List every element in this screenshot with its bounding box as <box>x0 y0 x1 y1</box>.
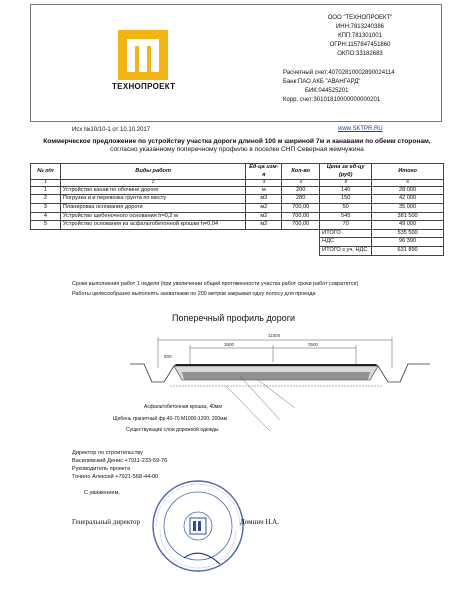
grand-total-row <box>31 246 444 255</box>
manager-contact: Точило Алексей +7921-568-44-00 <box>72 474 159 480</box>
row-qty: 700,00 <box>282 212 320 221</box>
subheader-cell: 2 <box>60 180 245 187</box>
manager-role: Руководитель проекта <box>72 466 131 472</box>
row-total: 42 000 <box>372 195 444 204</box>
table-subheader-row <box>31 180 444 187</box>
row-n: 4 <box>31 212 61 221</box>
row-total: 28 000 <box>372 186 444 195</box>
dim-right-label: 3500 <box>308 342 319 347</box>
doc-title <box>30 138 444 155</box>
vat-row <box>31 238 444 247</box>
row-n: 5 <box>31 221 61 230</box>
doc-title-line: Коммерческое предложение по устройству участка дороги длиной 100 м шириной 7м и канавами по обеим сторонам, <box>43 138 431 145</box>
row-unit: м3 <box>246 195 282 204</box>
row-unit: м <box>246 186 282 195</box>
row-n: 2 <box>31 195 61 204</box>
row-total: 381 500 <box>372 212 444 221</box>
row-qty: 700,00 <box>282 221 320 230</box>
legend-existing-layers: Существующие слои дорожной одежды <box>126 427 219 433</box>
doc-subtitle: согласно указанному поперечному профилю в поселке СНП Северная жемчужина <box>110 146 364 154</box>
row-price: 70 <box>320 221 372 230</box>
row-unit: м2 <box>246 212 282 221</box>
grand-total-label: ИТОГО с уч. НДС <box>320 246 372 255</box>
profile-title: Поперечный профиль дороги <box>172 313 296 323</box>
row-total: 49 000 <box>372 221 444 230</box>
doc-number: Исх №10/10-1 от 10.10.2017 <box>72 127 151 133</box>
table-row <box>31 186 444 195</box>
row-total: 35 000 <box>372 203 444 212</box>
row-work: Планировка основания дороги <box>60 203 245 212</box>
note-method: Работы целесообразно выполнять захватками по 200 метров закрывая одну полосу для проезда <box>72 291 316 297</box>
dim-small-label: 500 <box>164 354 172 359</box>
row-price: 50 <box>320 203 372 212</box>
col-header-unit: Ед-ца изм-я <box>246 164 282 180</box>
col-header-total: Итого <box>372 164 444 180</box>
row-n: 3 <box>31 203 61 212</box>
company-name: ООО "ТЕХНОПРОЕКТ" <box>327 15 393 21</box>
col-header-n: № п/п <box>31 164 61 180</box>
bank-corr: Корр. счет:30101810000000000201 <box>283 97 381 103</box>
subheader-cell: 3 <box>246 180 282 187</box>
row-price: 140 <box>320 186 372 195</box>
col-header-work: Виды работ <box>60 164 245 180</box>
table-header-row <box>31 164 444 180</box>
total-row <box>31 229 444 238</box>
regards-text: С уважением, <box>84 490 120 496</box>
vat-label: НДС <box>320 238 372 247</box>
estimate-table <box>30 163 444 256</box>
grand-total-value: 631 890 <box>372 246 444 255</box>
dim-total-label: 11000 <box>268 333 281 338</box>
total-value: 535 500 <box>372 229 444 238</box>
subheader-cell: 4 <box>282 180 320 187</box>
subheader-cell: 6 <box>372 180 444 187</box>
total-label: ИТОГО <box>320 229 372 238</box>
director-role: Директор по строительству <box>72 450 143 456</box>
bank-bik: БИК:044525201 <box>305 88 349 94</box>
director-contact: Василевский Денис +7911-233-59-76 <box>72 458 168 464</box>
row-qty: 200 <box>282 186 320 195</box>
row-qty: 280 <box>282 195 320 204</box>
company-okpo: ОКПО:33182683 <box>337 51 383 57</box>
col-header-qty: Кол-во <box>282 164 320 180</box>
bank-account: Расчетный счет:40702810002890024114 <box>283 70 395 76</box>
table-row <box>31 195 444 204</box>
subheader-cell: 1 <box>31 180 61 187</box>
col-header-price: Цена за ед-цу (руб) <box>320 164 372 180</box>
note-terms: Сроки выполнения работ 1 неделя (при увеличении общей протяженности участка работ сроки работ сократятся) <box>72 281 359 287</box>
subheader-cell: 5 <box>320 180 372 187</box>
row-price: 150 <box>320 195 372 204</box>
row-price: 545 <box>320 212 372 221</box>
row-work: Погрузка и и перевозка грунта по месту <box>60 195 245 204</box>
logo-text: ТЕХНОПРОЕКТ <box>112 82 176 91</box>
company-ogrn: ОГРН:1157847451860 <box>329 42 391 48</box>
row-n: 1 <box>31 186 61 195</box>
company-kpp: КПП:781301001 <box>338 33 382 39</box>
vat-value: 96 390 <box>372 238 444 247</box>
footer-position: Генеральный директор <box>72 518 140 526</box>
dim-left-label: 3500 <box>224 342 235 347</box>
footer-name: Домнич Н.А. <box>240 518 279 526</box>
company-inn: ИНН:7813240386 <box>335 24 384 30</box>
row-work: Устройство основания из асфальтобетонной крошки h=0,04 <box>60 221 245 230</box>
row-work: Устройство канав по обочине дороге <box>60 186 245 195</box>
row-qty: 700,00 <box>282 203 320 212</box>
legend-crushed-stone: Щебень гранитный фр.40-70 М1000-1200, 200мм <box>113 416 228 422</box>
row-work: Устройство щебеночного основания h=0,2 м <box>60 212 245 221</box>
table-row <box>31 212 444 221</box>
site-link[interactable]: www.SKTPR.RU <box>338 126 383 132</box>
row-unit: м2 <box>246 203 282 212</box>
table-row <box>31 221 444 230</box>
row-unit: м2 <box>246 221 282 230</box>
company-logo <box>118 30 168 80</box>
company-stamp <box>150 478 246 574</box>
table-row <box>31 203 444 212</box>
legend-asphalt: Асфальтобетонная крошка, 40мм <box>144 404 222 410</box>
bank-name: Банк:ПАО АКБ "АВАНГАРД" <box>283 79 361 85</box>
